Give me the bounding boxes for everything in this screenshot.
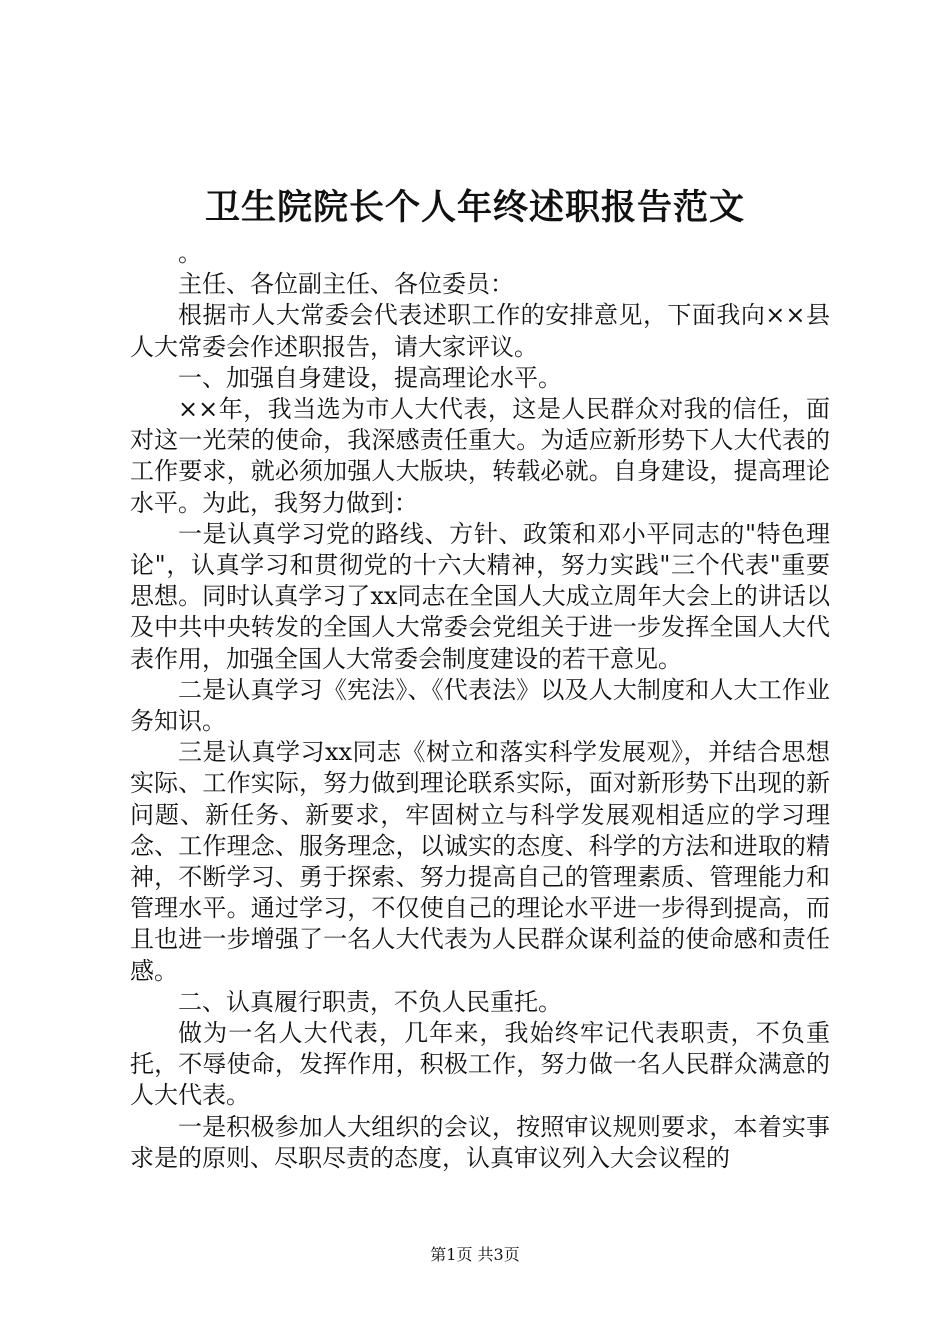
paragraph-body: 二是认真学习《宪法》、《代表法》以及人大制度和人大工作业务知识。 [130, 675, 830, 736]
section-heading-2: 二、认真履行职责，不负人民重托。 [178, 987, 562, 1016]
document-title: 卫生院院长个人年终述职报告范文 [204, 187, 745, 228]
paragraph-fragment: 。 [178, 239, 202, 267]
section-heading-1: 一、加强自身建设，提高理论水平。 [178, 363, 562, 392]
paragraph-body: 做为一名人大代表，几年来，我始终牢记代表职责，不负重托，不辱使命，发挥作用，积极工作，努力做一名人民群众满意的人大代表。 [130, 1019, 830, 1110]
paragraph-body: 一是认真学习党的路线、方针、政策和邓小平同志的"特色理论"，认真学习和贯彻党的十六大精神，努力实践"三个代表"重要思想。同时认真学习了xx同志在全国人大成立周年大会上的讲话以及中共中央转发的全国人大常委会党组关于进一步发挥全国人大代表作用，加强全国人大常委会制度建设的若干意见。 [130, 519, 830, 673]
paragraph-body: ××年，我当选为市人大代表，这是人民群众对我的信任，面对这一光荣的使命，我深感责任重大。为适应新形势下人大代表的工作要求，就必须加强人大版块，转载必就。自身建设，提高理论水平。为此，我努力做到： [130, 395, 830, 517]
paragraph-body: 三是认真学习xx同志《树立和落实科学发展观》，并结合思想实际、工作实际，努力做到理论联系实际，面对新形势下出现的新问题、新任务、新要求，牢固树立与科学发展观相适应的学习理念、工作理念、服务理念，以诚实的态度、科学的方法和进取的精神，不断学习、勇于探索、努力提高自己的管理素质、管理能力和管理水平。通过学习，不仅使自己的理论水平进一步得到提高，而且也进一步增强了一名人大代表为人民群众谋利益的使命感和责任感。 [130, 738, 830, 985]
page-footer: 第1页 共3页 [430, 1245, 520, 1264]
paragraph-salutation: 主任、各位副主任、各位委员： [178, 270, 514, 299]
paragraph-body: 一是积极参加人大组织的会议，按照审议规则要求，本着实事求是的原则、尽职尽责的态度，认真审议列入大会议程的 [130, 1112, 830, 1172]
paragraph-intro: 根据市人大常委会代表述职工作的安排意见，下面我向××县人大常委会作述职报告，请大家评议。 [130, 301, 830, 361]
document-body [130, 238, 830, 1174]
